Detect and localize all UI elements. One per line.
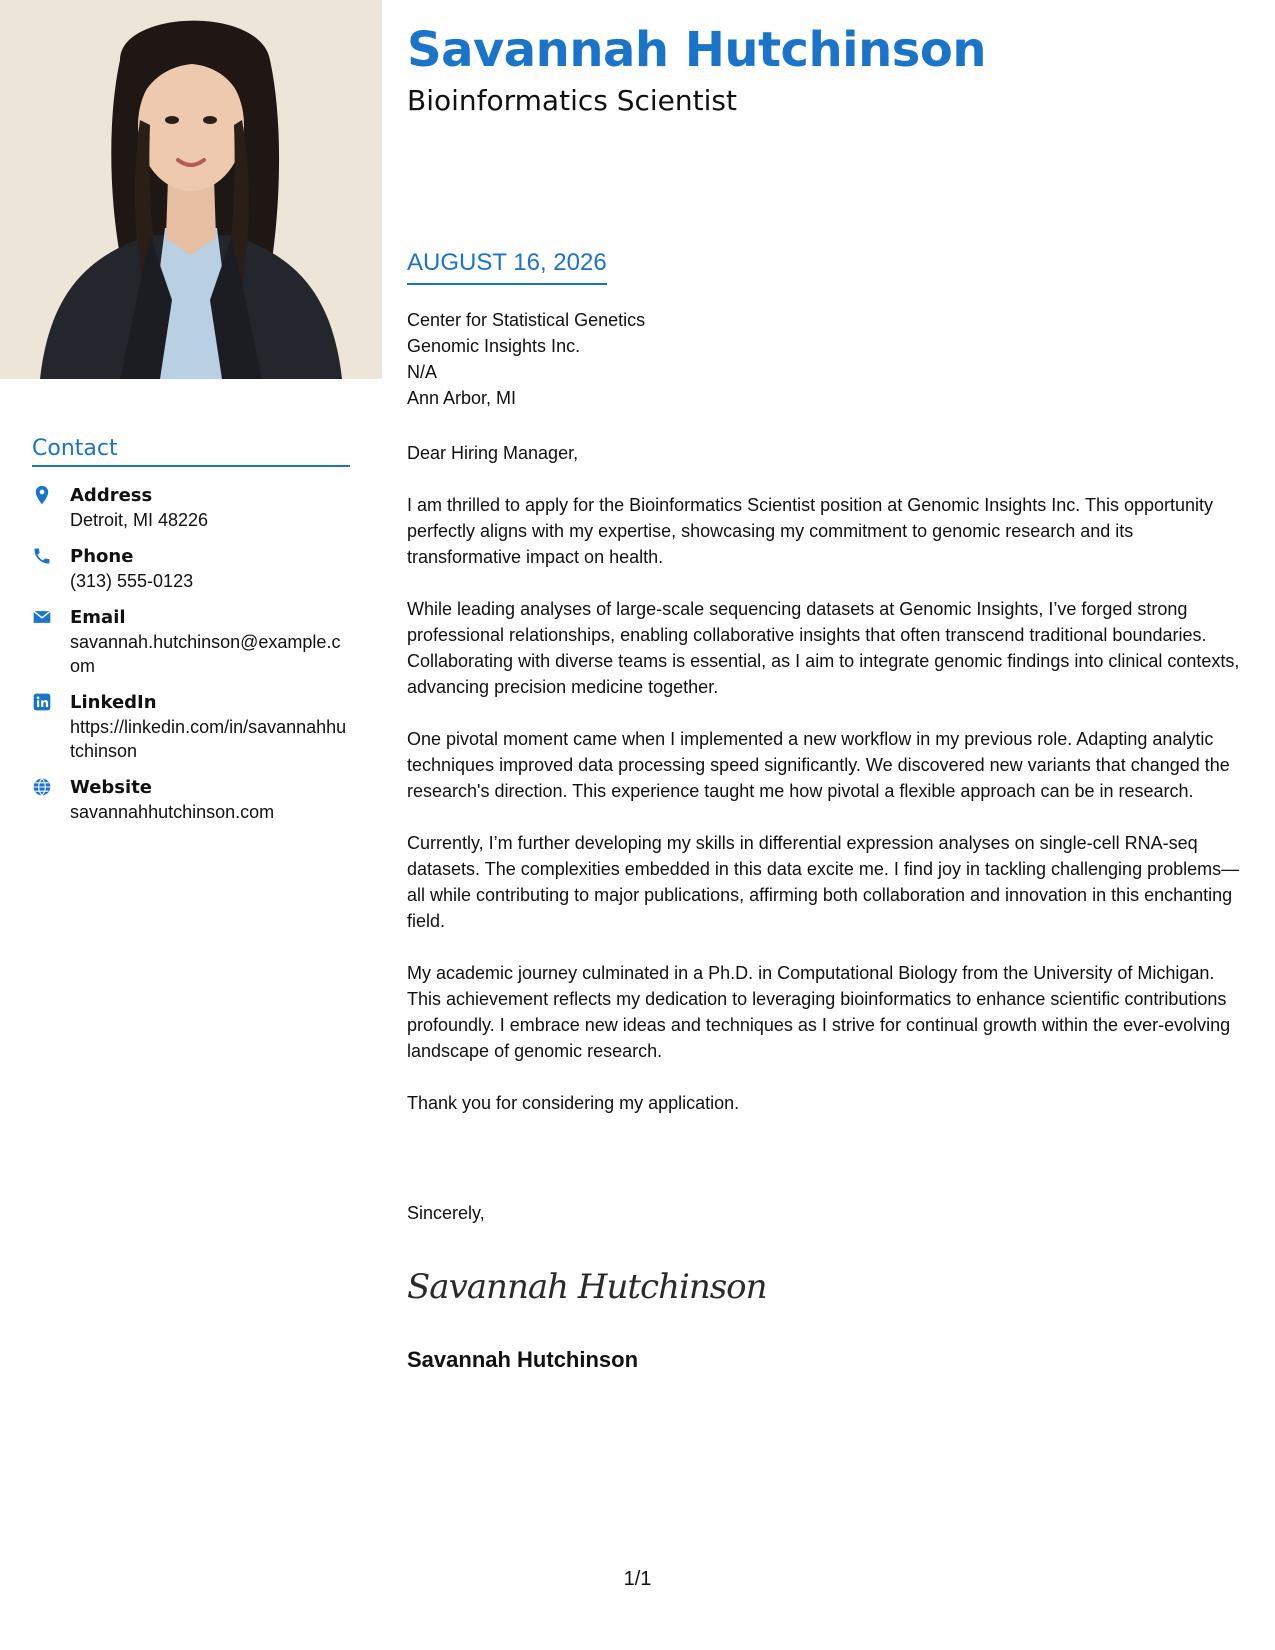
contact-label: Email — [70, 607, 126, 628]
salutation: Dear Hiring Manager, — [407, 443, 579, 463]
recipient-line: Center for Statistical Genetics — [407, 310, 646, 330]
letter-paragraph: While leading analyses of large-scale sequencing datasets at Genomic Insights, I’ve forged strong professional relationships, enabling collaborative insights that often transcend traditional boundaries. Collaborating with diverse teams is essential, as I aim to integrate genomic findings into clinical contexts, advancing precision medicine together. — [407, 599, 1240, 697]
profile-photo — [0, 0, 382, 379]
applicant-name: Savannah Hutchinson — [407, 22, 987, 78]
map-pin-icon — [32, 483, 70, 532]
handwritten-signature — [405, 1262, 767, 1308]
letter-paragraph: My academic journey culminated in a Ph.D. in Computational Biology from the University of Michigan. This achievement reflects my dedication to leveraging bioinformatics to enhance scientific contributions profoundly. I embrace new ideas and techniques as I strive for continual growth within the ever-evolving landscape of genomic research. — [407, 963, 1231, 1061]
contact-linkedin — [32, 690, 350, 763]
recipient-line: Ann Arbor, MI — [407, 388, 517, 408]
linkedin-icon — [32, 690, 70, 763]
phone-value: (313) 555-0123 — [70, 571, 194, 591]
contact-heading: Contact — [32, 436, 350, 467]
contact-address — [32, 483, 350, 532]
contact-sidebar — [32, 436, 350, 836]
email-link[interactable]: savannah.hutchinson@example.com — [70, 632, 341, 676]
closing: Sincerely, — [407, 1203, 485, 1223]
letter-body — [407, 440, 1249, 1142]
letter-date: AUGUST 16, 2026 — [407, 249, 607, 285]
contact-website — [32, 775, 350, 824]
recipient-block — [407, 307, 645, 411]
contact-label: Phone — [70, 546, 134, 567]
letter-paragraph: I am thrilled to apply for the Bioinformatics Scientist position at Genomic Insights Inc. This opportunity perfectly aligns with my expertise, showcasing my commitment to genomic research and its transformative impact on health. — [407, 495, 1214, 567]
website-link[interactable]: savannahhutchinson.com — [70, 802, 275, 822]
contact-label: LinkedIn — [70, 692, 157, 713]
recipient-line: N/A — [407, 362, 438, 382]
signed-name: Savannah Hutchinson — [407, 1347, 639, 1372]
job-title: Bioinformatics Scientist — [407, 84, 737, 117]
letter-paragraph: Currently, I’m further developing my skills in differential expression analyses on single-cell RNA-seq datasets. The complexities embedded in this data excite me. I find joy in tackling challenging problems—all while contributing to major publications, affirming both collaboration and innovation in this enchanting field. — [407, 833, 1240, 931]
phone-icon — [32, 544, 70, 593]
page-number: 1/1 — [623, 1568, 652, 1590]
letter-paragraph: One pivotal moment came when I implemented a new workflow in my previous role. Adapting analytic techniques improved data processing speed significantly. We discovered new variants that changed the research's direction. This experience taught me how pivotal a flexible approach can be in research. — [407, 729, 1230, 801]
svg-text:Savannah Hutchinson: Savannah Hutchinson — [407, 1267, 767, 1307]
contact-label: Address — [70, 485, 153, 506]
linkedin-link[interactable]: https://linkedin.com/in/savannahhutchinson — [70, 717, 347, 761]
address-value: Detroit, MI 48226 — [70, 510, 209, 530]
contact-email — [32, 605, 350, 678]
contact-phone — [32, 544, 350, 593]
recipient-line: Genomic Insights Inc. — [407, 336, 581, 356]
globe-icon — [32, 775, 70, 824]
envelope-icon — [32, 605, 70, 678]
letter-paragraph: Thank you for considering my application. — [407, 1093, 740, 1113]
contact-label: Website — [70, 777, 153, 798]
